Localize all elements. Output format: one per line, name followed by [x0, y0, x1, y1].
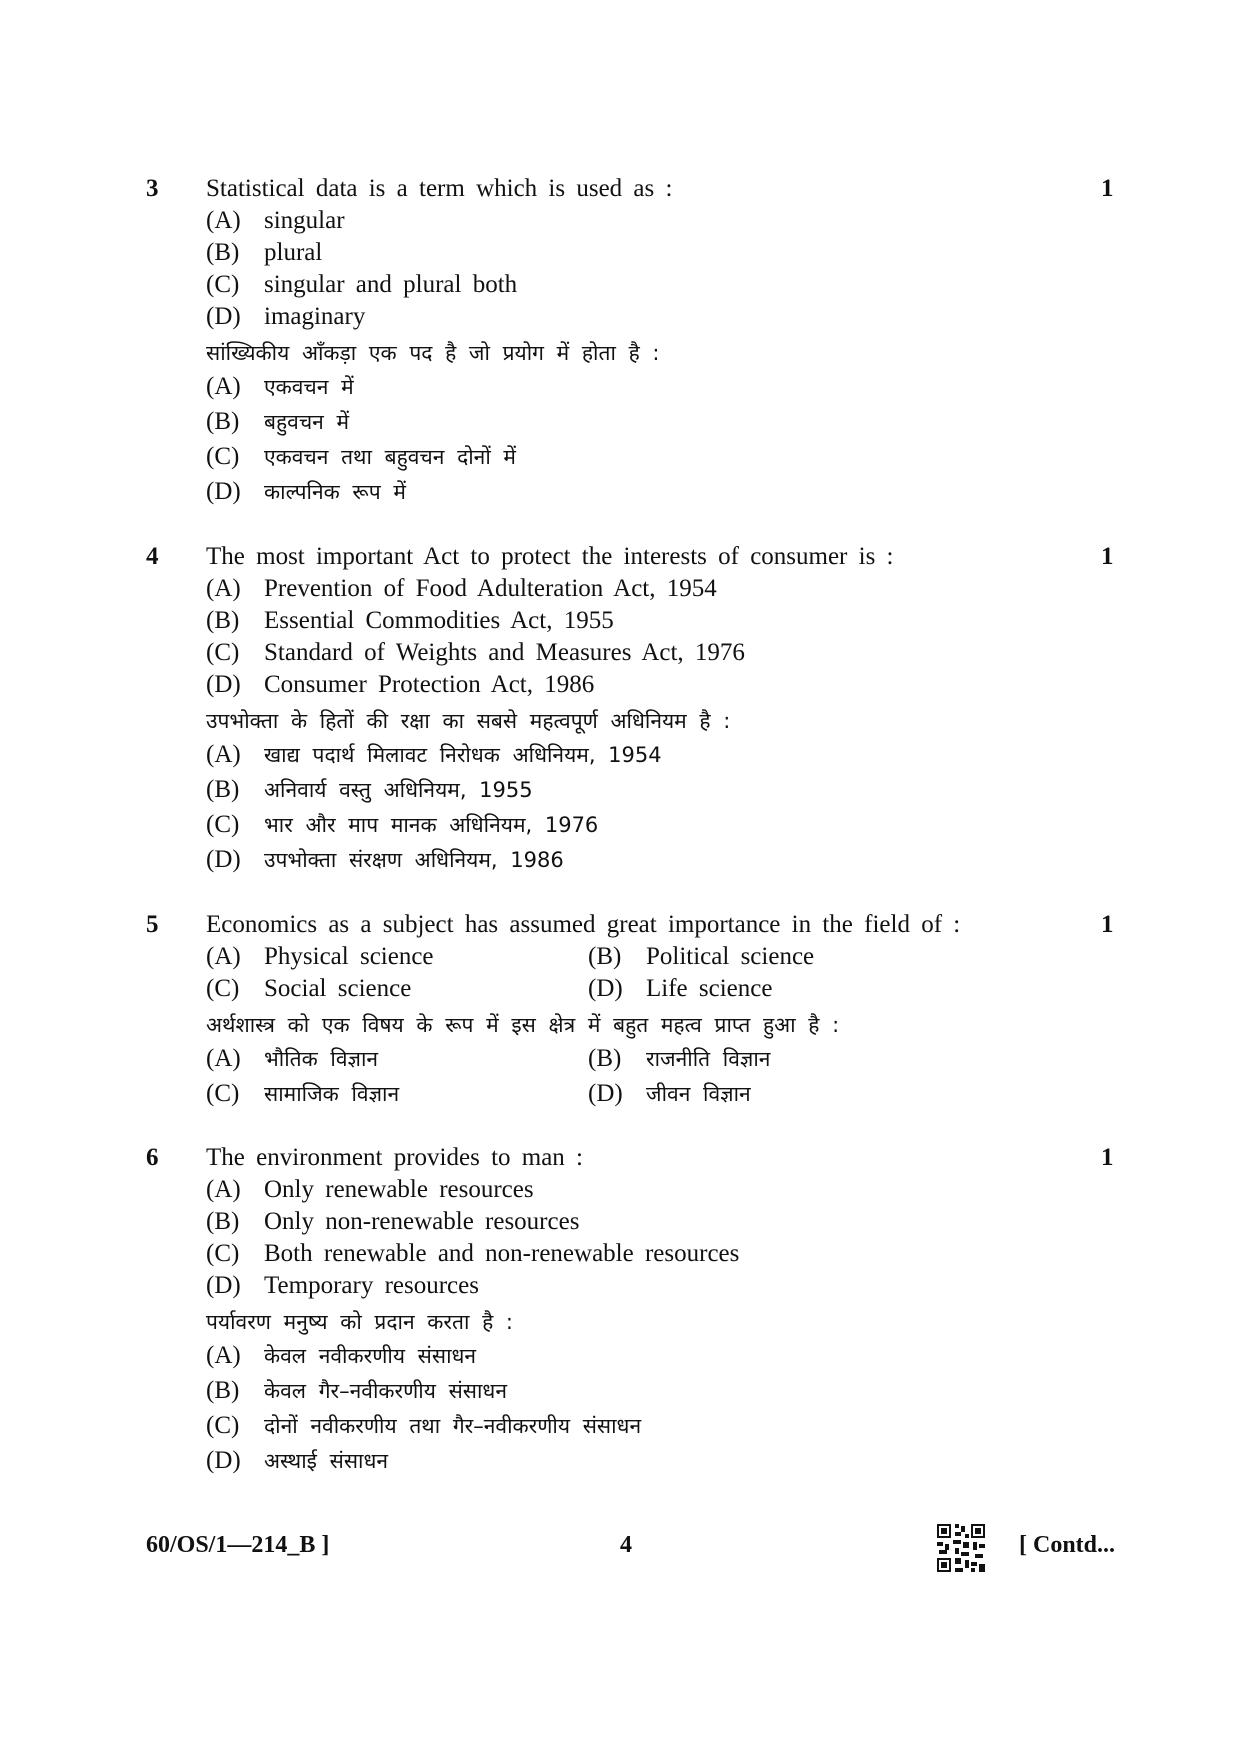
continued-marker: [ Contd... — [1019, 1532, 1116, 1558]
option-text: Standard of Weights and Measures Act, 1976 — [264, 639, 745, 666]
option-en — [206, 639, 745, 667]
option-text: भार और माप मानक अधिनियम, 1976 — [264, 813, 599, 837]
option-hi — [206, 408, 349, 436]
question-number: 4 — [146, 543, 159, 570]
option-en — [206, 1272, 479, 1300]
option-label: (B) — [588, 1045, 622, 1072]
option-en — [206, 943, 434, 971]
option-text: Physical science — [264, 943, 434, 970]
option-text: plural — [264, 239, 323, 266]
option-text: भौतिक विज्ञान — [264, 1047, 379, 1071]
option-en — [206, 575, 717, 603]
option-label: (A) — [206, 373, 241, 400]
option-text: Only non-renewable resources — [264, 1208, 580, 1235]
option-label: (D) — [206, 846, 241, 873]
option-text: Essential Commodities Act, 1955 — [264, 607, 614, 634]
option-label: (A) — [206, 741, 241, 768]
question-marks: 1 — [1101, 911, 1114, 938]
option-label: (B) — [206, 607, 240, 634]
question-text-hi: पर्यावरण मनुष्य को प्रदान करता है : — [206, 1310, 514, 1334]
option-text: केवल गैर–नवीकरणीय संसाधन — [264, 1379, 507, 1403]
option-label: (D) — [206, 478, 241, 505]
option-label: (A) — [206, 1176, 241, 1203]
option-hi — [206, 373, 354, 401]
option-hi — [206, 478, 406, 506]
page-number: 4 — [620, 1532, 632, 1558]
option-text: Political science — [646, 943, 815, 970]
option-label: (D) — [206, 671, 241, 698]
question-text-en: Economics as a subject has assumed great importance in the field of : — [206, 911, 961, 938]
option-label: (C) — [206, 639, 240, 666]
option-text: Life science — [646, 975, 773, 1002]
option-en — [206, 271, 517, 299]
question-text-en: Statistical data is a term which is used as : — [206, 175, 673, 202]
option-hi — [206, 1080, 399, 1108]
option-label: (C) — [206, 443, 240, 470]
option-en — [588, 943, 814, 971]
option-text: एकवचन तथा बहुवचन दोनों में — [264, 445, 516, 469]
option-hi — [206, 811, 598, 839]
option-text: राजनीति विज्ञान — [646, 1047, 771, 1071]
option-label: (D) — [206, 1272, 241, 1299]
question-text-en: The most important Act to protect the interests of consumer is : — [206, 543, 894, 570]
option-text: उपभोक्ता संरक्षण अधिनियम, 1986 — [264, 848, 564, 872]
option-text: अस्थाई संसाधन — [264, 1449, 389, 1473]
option-text: Both renewable and non-renewable resources — [264, 1240, 740, 1267]
question-number: 6 — [146, 1144, 159, 1171]
option-label: (A) — [206, 943, 241, 970]
option-hi — [206, 846, 564, 874]
option-en — [206, 671, 594, 699]
option-label: (C) — [206, 975, 240, 1002]
option-hi — [206, 741, 662, 769]
option-text: केवल नवीकरणीय संसाधन — [264, 1344, 477, 1368]
option-hi — [206, 1377, 507, 1405]
option-hi — [206, 1045, 378, 1073]
option-hi — [206, 443, 516, 471]
question-number: 5 — [146, 911, 159, 938]
option-label: (C) — [206, 1240, 240, 1267]
option-text: Temporary resources — [264, 1272, 479, 1299]
option-en — [206, 239, 322, 267]
option-label: (B) — [206, 776, 240, 803]
option-hi — [206, 1412, 641, 1440]
question-text-hi: अर्थशास्त्र को एक विषय के रूप में इस क्षेत्र में बहुत महत्व प्राप्त हुआ है : — [206, 1013, 840, 1037]
option-text: दोनों नवीकरणीय तथा गैर–नवीकरणीय संसाधन — [264, 1414, 642, 1438]
option-text: एकवचन में — [264, 375, 354, 399]
option-en — [206, 607, 614, 635]
question-marks: 1 — [1101, 1144, 1114, 1171]
paper-code: 60/OS/1—214_B ] — [146, 1532, 330, 1558]
option-label: (A) — [206, 207, 241, 234]
option-label: (D) — [206, 1447, 241, 1474]
option-text: singular and plural both — [264, 271, 518, 298]
question-marks: 1 — [1101, 543, 1114, 570]
option-en — [206, 1176, 534, 1204]
page-footer — [0, 1532, 1240, 1582]
question-text-en: The environment provides to man : — [206, 1144, 584, 1171]
option-text: Consumer Protection Act, 1986 — [264, 671, 595, 698]
option-hi — [206, 1447, 388, 1475]
option-text: Prevention of Food Adulteration Act, 1954 — [264, 575, 717, 602]
option-label: (D) — [588, 975, 623, 1002]
option-en — [206, 303, 365, 331]
option-hi — [588, 1080, 751, 1108]
option-en — [206, 207, 345, 235]
option-label: (C) — [206, 271, 240, 298]
option-text: imaginary — [264, 303, 366, 330]
option-text: अनिवार्य वस्तु अधिनियम, 1955 — [264, 778, 533, 802]
option-label: (D) — [206, 303, 241, 330]
option-label: (C) — [206, 1080, 240, 1107]
option-text: सामाजिक विज्ञान — [264, 1082, 400, 1106]
option-label: (B) — [206, 1377, 240, 1404]
option-label: (B) — [206, 1208, 240, 1235]
option-en — [588, 975, 772, 1003]
option-text: खाद्य पदार्थ मिलावट निरोधक अधिनियम, 1954 — [264, 743, 662, 767]
option-text: Only renewable resources — [264, 1176, 534, 1203]
option-en — [206, 975, 411, 1003]
option-en — [206, 1240, 739, 1268]
option-label: (B) — [588, 943, 622, 970]
question-marks: 1 — [1101, 175, 1114, 202]
option-text: जीवन विज्ञान — [646, 1082, 751, 1106]
option-en — [206, 1208, 579, 1236]
option-label: (B) — [206, 408, 240, 435]
option-label: (D) — [588, 1080, 623, 1107]
option-label: (A) — [206, 1342, 241, 1369]
option-label: (C) — [206, 1412, 240, 1439]
question-text-hi: सांख्यिकीय आँकड़ा एक पद है जो प्रयोग में होता है : — [206, 341, 660, 365]
qr-code-icon — [935, 1522, 987, 1574]
option-hi — [206, 776, 533, 804]
option-label: (A) — [206, 1045, 241, 1072]
option-hi — [206, 1342, 476, 1370]
question-text-hi: उपभोक्ता के हितों की रक्षा का सबसे महत्वपूर्ण अधिनियम है : — [206, 709, 731, 733]
option-text: Social science — [264, 975, 412, 1002]
option-label: (B) — [206, 239, 240, 266]
option-text: काल्पनिक रूप में — [264, 480, 406, 504]
option-text: singular — [264, 207, 345, 234]
option-text: बहुवचन में — [264, 410, 350, 434]
option-hi — [588, 1045, 770, 1073]
question-number: 3 — [146, 175, 159, 202]
option-label: (A) — [206, 575, 241, 602]
option-label: (C) — [206, 811, 240, 838]
